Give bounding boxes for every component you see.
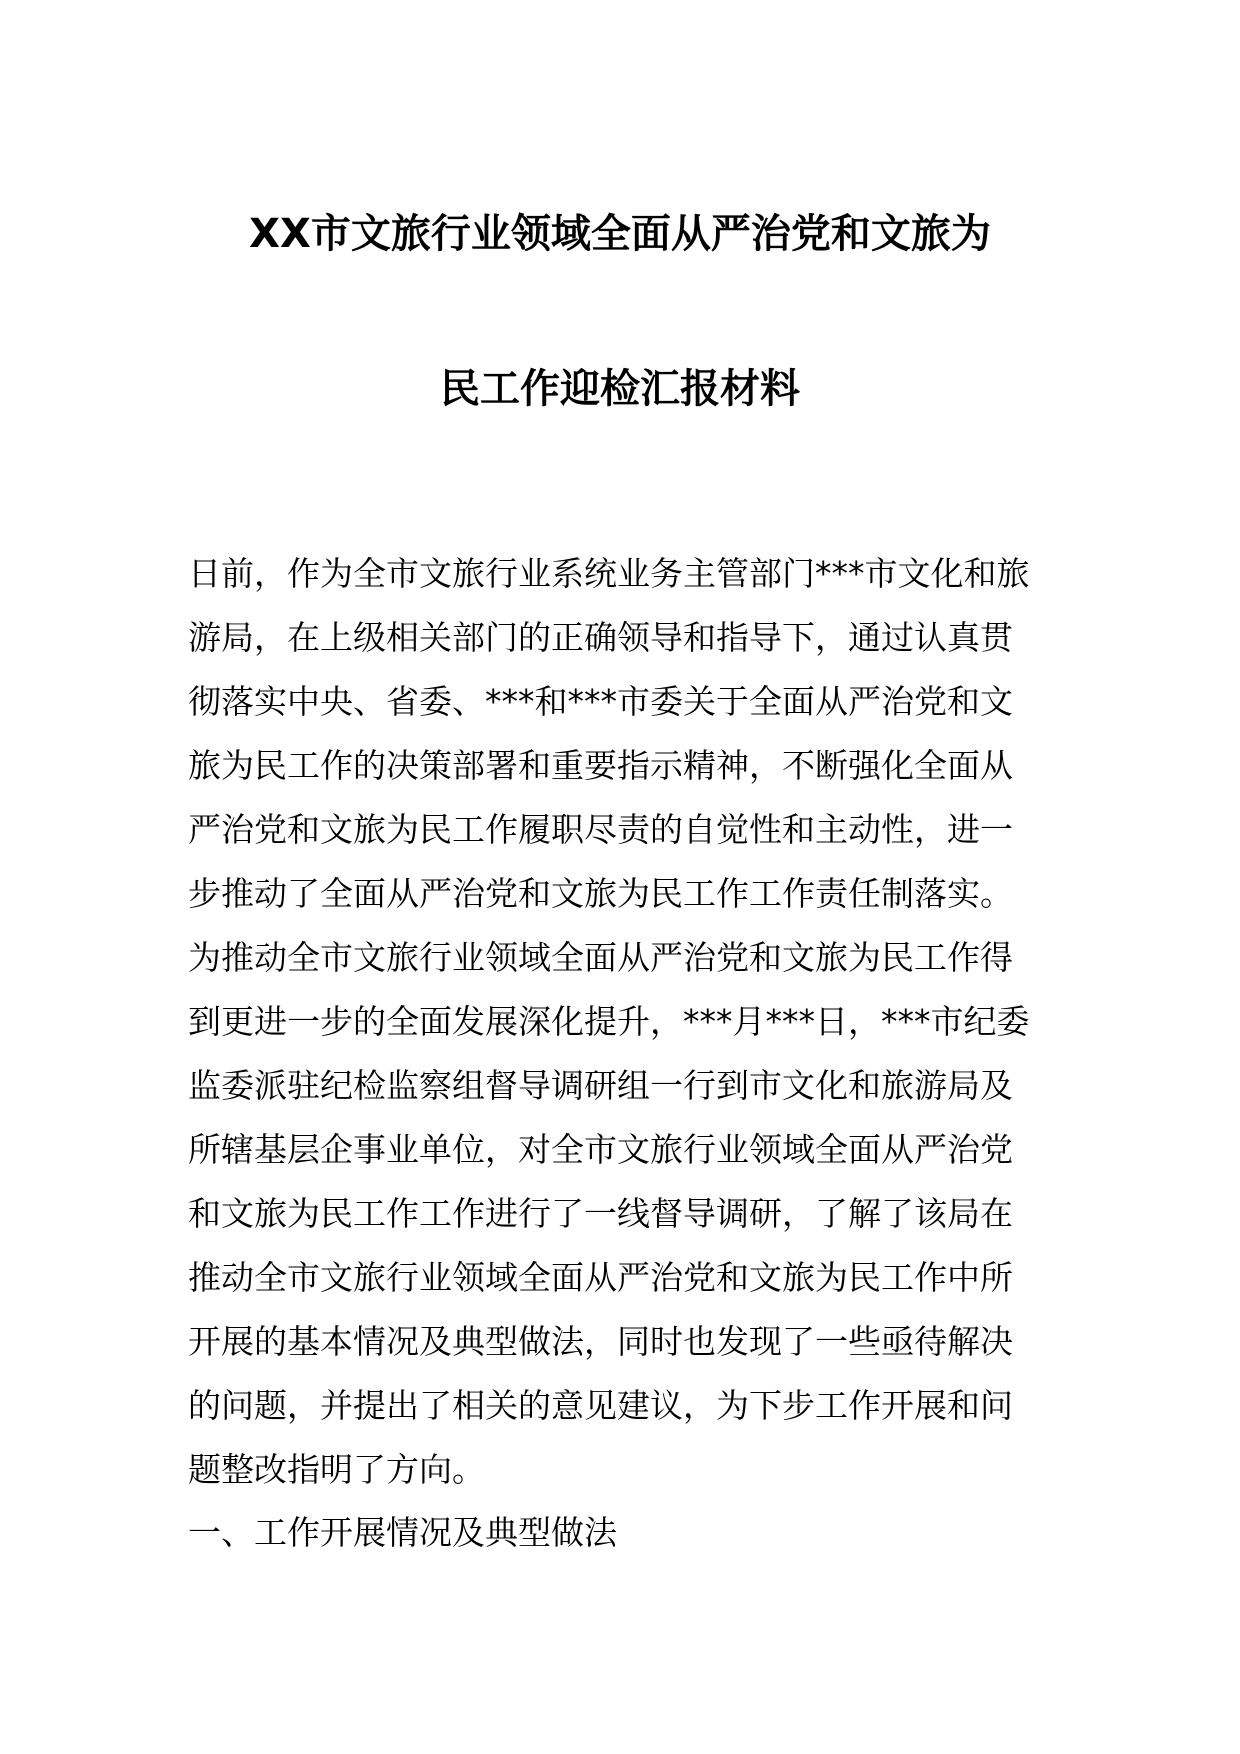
paragraph-line: 的问题，并提出了相关的意见建议，为下步工作开展和问 <box>188 1386 1013 1425</box>
paragraph-line: 题整改指明了方向。 <box>188 1450 485 1489</box>
paragraph-line: 为推动全市文旅行业领域全面从严治党和文旅为民工作得 <box>188 938 1013 977</box>
paragraph-line: 所辖基层企事业单位，对全市文旅行业领域全面从严治党 <box>188 1130 1013 1169</box>
paragraph-line: 推动全市文旅行业领域全面从严治党和文旅为民工作中所 <box>188 1258 1013 1297</box>
section-heading-text: 一、工作开展情况及典型做法 <box>188 1513 617 1552</box>
paragraph-line: 彻落实中央、省委、***和***市委关于全面从严治党和文 <box>188 682 1013 721</box>
paragraph-line: 严治党和文旅为民工作履职尽责的自觉性和主动性，进一 <box>188 810 1013 849</box>
intro-paragraph <box>188 542 1068 1502</box>
document-title-line-2: 民工作迎检汇报材料 <box>440 366 800 412</box>
paragraph-line: 开展的基本情况及典型做法，同时也发现了一些亟待解决 <box>188 1322 1013 1361</box>
paragraph-line: 旅为民工作的决策部署和重要指示精神，不断强化全面从 <box>188 746 1013 785</box>
paragraph-line: 和文旅为民工作工作进行了一线督导调研，了解了该局在 <box>188 1194 1013 1233</box>
paragraph-line: 步推动了全面从严治党和文旅为民工作工作责任制落实。 <box>188 874 1013 913</box>
paragraph-line: 日前，作为全市文旅行业系统业务主管部门***市文化和旅 <box>188 554 1030 593</box>
paragraph-line: 到更进一步的全面发展深化提升，***月***日，***市纪委 <box>188 1002 1030 1041</box>
section-heading <box>188 1501 1068 1565</box>
paragraph-line: 监委派驻纪检监察组督导调研组一行到市文化和旅游局及 <box>188 1066 1013 1105</box>
document-title-line-1: XX市文旅行业领域全面从严治党和文旅为 <box>249 211 991 257</box>
paragraph-line: 游局，在上级相关部门的正确领导和指导下，通过认真贯 <box>188 618 1013 657</box>
